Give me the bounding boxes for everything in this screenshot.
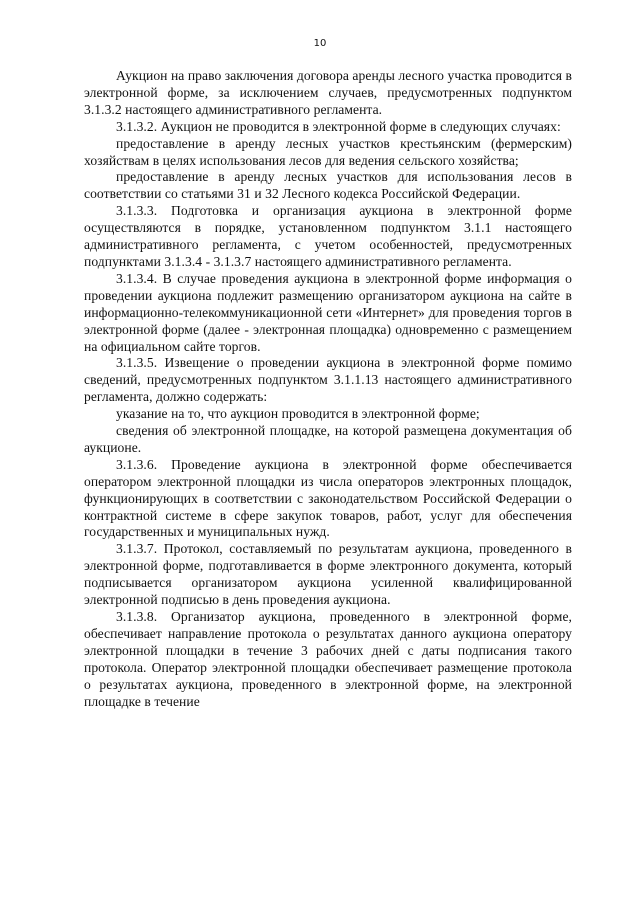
paragraph-auction-electronic-form: Аукцион на право заключения договора аренды лесного участка проводится в электронной форме, за исключением случаев, предусмотренных подпунктом 3.1.3.2 настоящего административного регламента.	[84, 68, 572, 117]
paragraph-electronic-form-indication: указание на то, что аукцион проводится в электронной форме;	[116, 406, 480, 422]
paragraph-forest-code-case: предоставление в аренду лесных участков для использования лесов в соответствии со статьями 31 и 32 Лесного кодекса Российской Федерации.	[84, 169, 572, 202]
paragraph-electronic-platform-info: сведения об электронной площадке, на которой размещена документация об аукционе.	[84, 423, 572, 455]
paragraph-3-1-3-5: 3.1.3.5. Извещение о проведении аукциона в электронной форме помимо сведений, предусмотренных подпунктом 3.1.1.13 настоящего административного регламента, должно содержать:	[84, 355, 572, 405]
paragraph-3-1-3-2: 3.1.3.2. Аукцион не проводится в электронной форме в следующих случаях:	[116, 118, 561, 134]
page-number: 10	[313, 38, 327, 49]
paragraph-3-1-3-6: 3.1.3.6. Проведение аукциона в электронной форме обеспечивается оператором электронной площадки из числа операторов электронных площадок, функционирующих в соответствии с законодательством Российской Федерации о контрактной системе в сфере закупок товаров, работ, услуг для обеспечения государственных и муниципальных нужд.	[84, 456, 572, 540]
paragraph-3-1-3-3: 3.1.3.3. Подготовка и организация аукциона в электронной форме осуществляются в порядке, установленном подпунктом 3.1.1 настоящего административного регламента, с учетом особенностей, предусмотренных подпунктами 3.1.3.4 - 3.1.3.7 настоящего административного регламента.	[84, 203, 572, 269]
document-body	[84, 68, 572, 710]
paragraph-3-1-3-7: 3.1.3.7. Протокол, составляемый по результатам аукциона, проведенного в электронной форме, подготавливается в форме электронного документа, который подписывается организатором аукциона усиленной квалифицированной электронной подписью в день проведения аукциона.	[84, 541, 572, 608]
paragraph-3-1-3-8: 3.1.3.8. Организатор аукциона, проведенного в электронной форме, обеспечивает направление протокола о результатах данного аукциона оператору электронной площадки в течение 3 рабочих дней с даты подписания такого протокола. Оператор электронной площадки обеспечивает размещение протокола о результатах аукциона, проведенного в электронной форме, на электронной площадке в течение	[84, 609, 572, 709]
paragraph-farm-lease-case: предоставление в аренду лесных участков крестьянским (фермерским) хозяйствам в целях использования лесов для ведения сельского хозяйства;	[84, 135, 572, 168]
paragraph-3-1-3-4: 3.1.3.4. В случае проведения аукциона в электронной форме информация о проведении аукциона подлежит размещению организатором аукциона на сайте в информационно-телекоммуникационной сети «Интернет» для проведения торгов в электронной форме (далее - электронная площадка) одновременно с размещением на официальном сайте торгов.	[84, 270, 572, 354]
